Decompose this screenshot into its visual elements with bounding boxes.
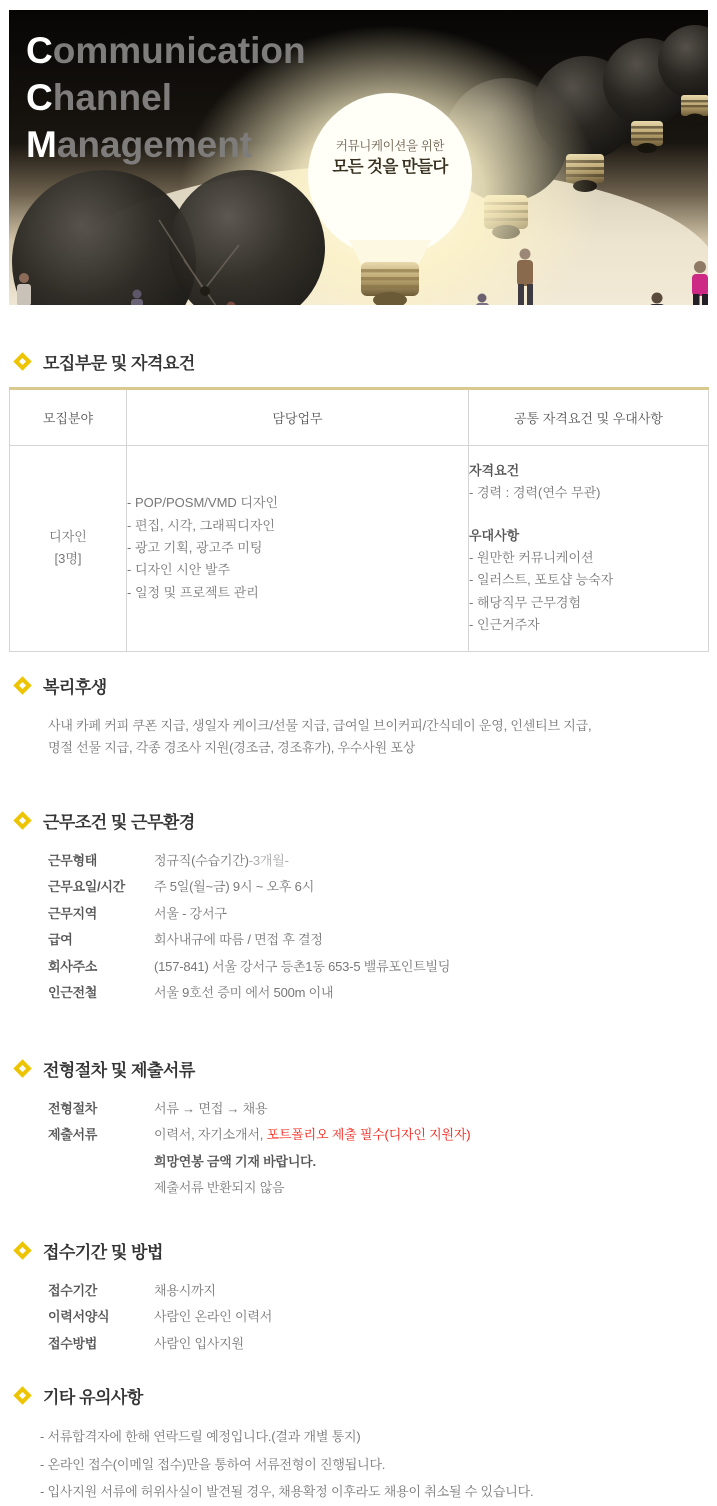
condition-label: 근무지역: [48, 905, 98, 921]
apply-row: [48, 1278, 708, 1305]
process-row: [48, 1096, 708, 1123]
col-header-qualifications: 공통 자격요건 및 우대사항: [469, 389, 709, 446]
documents-normal-text: 이력서, 자기소개서,: [154, 1127, 267, 1143]
condition-label: 급여: [48, 932, 73, 948]
hero-title-rest: anagement: [56, 124, 253, 165]
condition-value: 서울 - 강서구: [154, 905, 227, 921]
section-apply: [9, 1238, 708, 1358]
welfare-text: [48, 715, 708, 759]
bulb-tagline-small: 커뮤니케이션을 위한: [335, 139, 445, 153]
condition-label: 근무형태: [48, 852, 98, 868]
preference-item: - 일러스트, 포토샵 능숙자: [469, 572, 614, 588]
section-conditions-title: [10, 808, 708, 833]
svg-text:Communication: [26, 30, 306, 71]
conditions-list: [48, 848, 708, 1007]
section-notes: [9, 1383, 708, 1506]
apply-label: 접수기간: [48, 1282, 98, 1298]
apply-label: 접수방법: [48, 1335, 98, 1351]
preference-heading: 우대사항: [469, 527, 520, 543]
field-name: 디자인: [49, 528, 87, 544]
condition-value: 서울 9호선 증미 에서 500m 이내: [154, 985, 334, 1001]
condition-value: (157-841) 서울 강서구 등촌1동 653-5 밸류포인트빌딩: [154, 958, 451, 974]
section-heading: 복리후생: [43, 677, 107, 697]
cell-duties: [127, 446, 469, 652]
cell-qualifications: [469, 446, 709, 652]
section-process: [9, 1056, 708, 1202]
section-welfare-title: [10, 673, 708, 698]
apply-row: [48, 1304, 708, 1331]
section-welfare: [9, 673, 708, 759]
diamond-bullet-icon: [13, 352, 31, 370]
apply-value: 채용시까지: [154, 1282, 216, 1298]
section-heading: 모집부문 및 자격요건: [43, 354, 195, 373]
documents-required-red-text: 포트폴리오 제출 필수(디자인 지원자): [266, 1127, 471, 1143]
note-item: - 서류합격자에 한해 연락드릴 예정입니다.(결과 개별 통지): [40, 1429, 361, 1445]
welfare-line: 명절 선물 지급, 각종 경조사 지원(경조금, 경조휴가), 우수사원 포상: [48, 739, 416, 755]
hero-title-initial: C: [26, 77, 53, 118]
recruit-table: [9, 387, 709, 652]
person-icon: [17, 273, 31, 305]
condition-value-main: 정규직(수습기간): [154, 852, 249, 868]
diamond-bullet-icon: [13, 1241, 31, 1259]
duty-item: - 일정 및 프로젝트 관리: [127, 584, 259, 600]
documents-salary-note: 희망연봉 금액 기재 바랍니다.: [154, 1153, 316, 1169]
diamond-bullet-icon: [13, 1059, 31, 1077]
hero-title-initial: M: [26, 124, 57, 165]
col-header-duties: 담당업무: [127, 389, 469, 446]
condition-value-muted: -3개월-: [248, 852, 289, 868]
condition-value: [154, 848, 289, 875]
diamond-bullet-icon: [13, 811, 31, 829]
apply-value: 사람인 온라인 이력서: [154, 1309, 273, 1325]
duty-item: - 광고 기획, 광고주 미팅: [127, 540, 263, 556]
condition-label: 근무요일/시간: [48, 879, 125, 895]
spacer: [469, 505, 708, 525]
documents-value: [154, 1122, 470, 1202]
hero-title-rest: hannel: [52, 77, 172, 118]
preference-item: - 원만한 커뮤니케이션: [469, 550, 594, 566]
welfare-line: 사내 카페 커피 쿠폰 지급, 생일자 케이크/선물 지급, 급여일 브이커피/간식데이 운영, 인센티브 지급,: [48, 717, 592, 733]
preference-item: - 인근거주자: [469, 617, 540, 633]
qualification-item: - 경력 : 경력(연수 무관): [469, 485, 601, 501]
apply-row: [48, 1331, 708, 1358]
process-value: 서류 → 면접 → 채용: [154, 1100, 268, 1116]
process-list: [48, 1096, 708, 1202]
condition-row: [48, 927, 708, 954]
section-conditions: [9, 808, 708, 1007]
field-headcount: [3명]: [54, 551, 82, 567]
condition-row: [48, 848, 708, 875]
note-item: - 온라인 접수(이메일 접수)만을 통하여 서류전형이 진행됩니다.: [40, 1456, 386, 1472]
qualification-heading: 자격요건: [469, 463, 520, 478]
section-recruit: [9, 349, 708, 652]
section-notes-title: [10, 1383, 708, 1408]
documents-label: 제출서류: [48, 1127, 98, 1143]
hero-title-rest: ommunication: [52, 30, 306, 71]
note-item: - 입사지원 서류에 허위사실이 발견될 경우, 채용확정 이후라도 채용이 취소될 수 있습니다.: [40, 1484, 534, 1500]
apply-list: [48, 1278, 708, 1358]
cell-field: [10, 446, 127, 652]
section-process-title: [10, 1056, 708, 1081]
hero-title-initial: C: [26, 30, 53, 71]
condition-row: [48, 954, 708, 981]
bulb-tagline-bold: 모든 것을 만들다: [332, 158, 448, 176]
duty-item: - POP/POSM/VMD 디자인: [127, 495, 279, 511]
lightbulbs-illustration: [9, 10, 708, 305]
condition-label: 인근전철: [48, 985, 98, 1001]
condition-row: [48, 874, 708, 901]
diamond-bullet-icon: [13, 676, 31, 694]
condition-row: [48, 980, 708, 1007]
apply-value: 사람인 입사지원: [154, 1335, 244, 1351]
svg-text:Management: [26, 124, 252, 165]
svg-text:Channel: [26, 77, 172, 118]
hero-banner-image: [9, 10, 708, 305]
duty-item: - 편집, 시각, 그래픽디자인: [127, 517, 275, 533]
documents-row: [48, 1122, 708, 1202]
apply-label: 이력서양식: [48, 1309, 110, 1325]
notes-list: [40, 1423, 708, 1506]
process-label: 전형절차: [48, 1100, 98, 1116]
condition-value: 회사내규에 따름 / 면접 후 결정: [154, 932, 323, 948]
table-header-row: [10, 389, 709, 446]
section-heading: 전형절차 및 제출서류: [43, 1060, 195, 1080]
col-header-field: 모집분야: [10, 389, 127, 446]
condition-label: 회사주소: [48, 958, 98, 974]
section-heading: 접수기간 및 방법: [43, 1242, 163, 1262]
table-row: [10, 446, 709, 652]
duty-item: - 디자인 시안 발주: [127, 562, 231, 578]
diamond-bullet-icon: [13, 1387, 31, 1405]
documents-return-note: 제출서류 반환되지 않음: [154, 1180, 285, 1196]
section-recruit-title: [10, 349, 708, 374]
section-apply-title: [10, 1238, 708, 1263]
condition-value: 주 5일(월~금) 9시 ~ 오후 6시: [154, 879, 315, 895]
condition-row: [48, 901, 708, 928]
preference-item: - 해당직무 근무경험: [469, 594, 582, 610]
section-heading: 근무조건 및 근무환경: [43, 812, 195, 832]
section-heading: 기타 유의사항: [43, 1388, 143, 1408]
